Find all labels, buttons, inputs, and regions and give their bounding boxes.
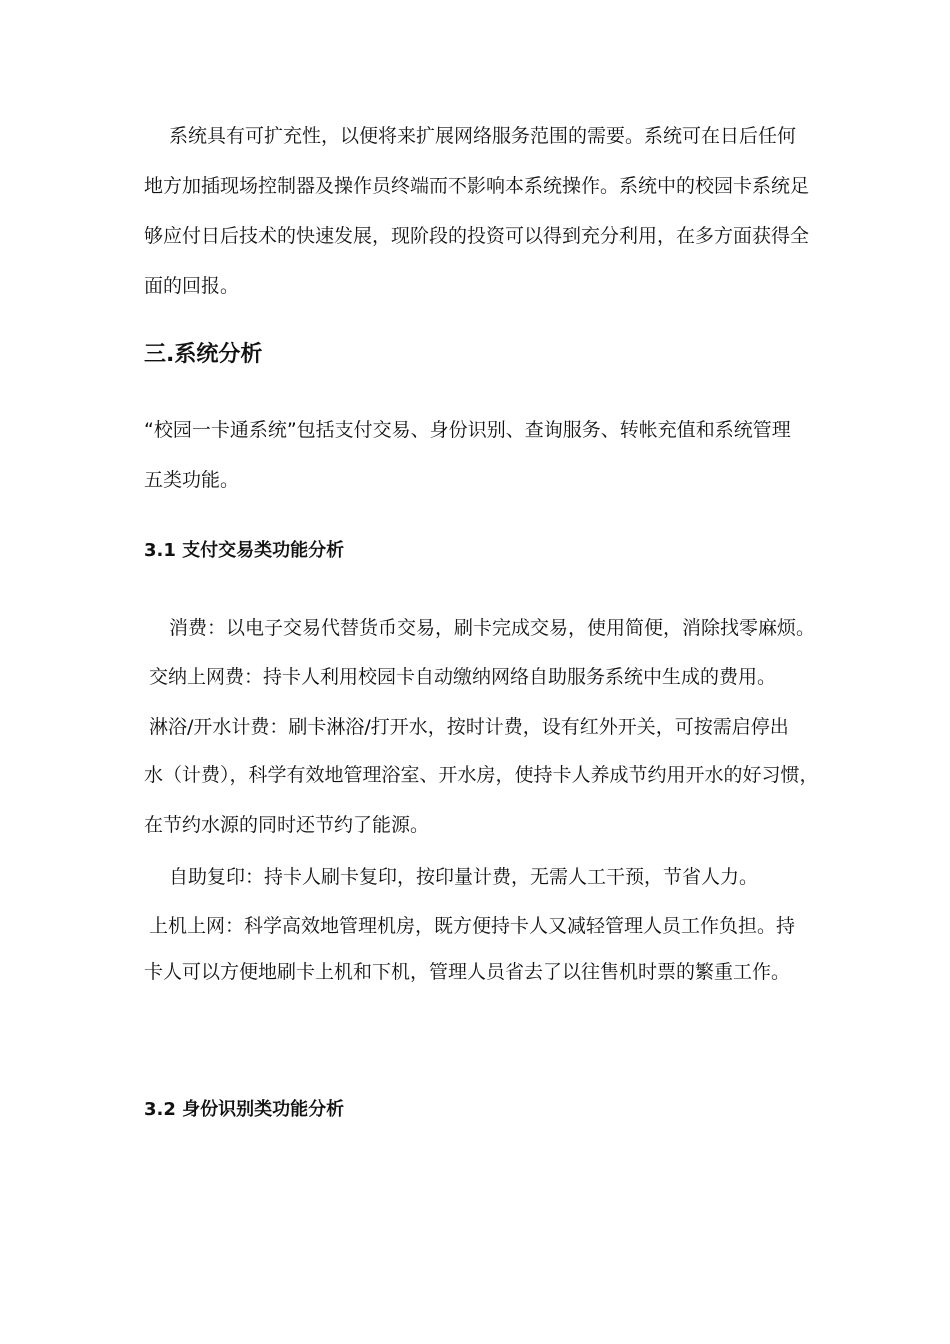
- payment-internet-fee-line: 交纳上网费：持卡人利用校园卡自动缴纳网络自助服务系统中生成的费用。: [149, 666, 777, 688]
- intro-line-4: 面的回报。: [144, 275, 240, 297]
- payment-computer-line-1: 上机上网：科学高效地管理机房，既方便持卡人又减轻管理人员工作负担。持: [149, 915, 796, 937]
- payment-computer-line-2: 卡人可以方便地刷卡上机和下机，管理人员省去了以往售机时票的繁重工作。: [144, 961, 791, 983]
- payment-shower-line-3: 在节约水源的同时还节约了能源。: [144, 814, 430, 836]
- payment-shower-line-2: 水（计费），科学有效地管理浴室、开水房，使持卡人养成节约用开水的好习惯，: [144, 764, 819, 786]
- payment-shower-line-1: 淋浴/开水计费：刷卡淋浴/打开水，按时计费，设有红外开关，可按需启停出: [149, 716, 789, 738]
- intro-line-3: 够应付日后技术的快速发展，现阶段的投资可以得到充分利用，在多方面获得全: [144, 225, 810, 247]
- section-heading-3-2: 3.2 身份识别类功能分析: [144, 1099, 345, 1120]
- intro-line-1: 系统具有可扩充性，以便将来扩展网络服务范围的需要。系统可在日后任何: [169, 125, 797, 147]
- section3-summary-line-1: “校园一卡通系统”包括支付交易、身份识别、查询服务、转帐充值和系统管理: [144, 419, 791, 441]
- section-heading-3-1: 3.1 支付交易类功能分析: [144, 540, 345, 561]
- payment-consume-line: 消费：以电子交易代替货币交易，刷卡完成交易，使用简便，消除找零麻烦。: [169, 617, 816, 639]
- intro-line-2: 地方加插现场控制器及操作员终端而不影响本系统操作。系统中的校园卡系统足: [144, 175, 810, 197]
- payment-copy-line: 自助复印：持卡人刷卡复印，按印量计费，无需人工干预，节省人力。: [169, 866, 759, 888]
- section3-summary-line-2: 五类功能。: [144, 469, 240, 491]
- section-heading-3: 三.系统分析: [144, 342, 263, 367]
